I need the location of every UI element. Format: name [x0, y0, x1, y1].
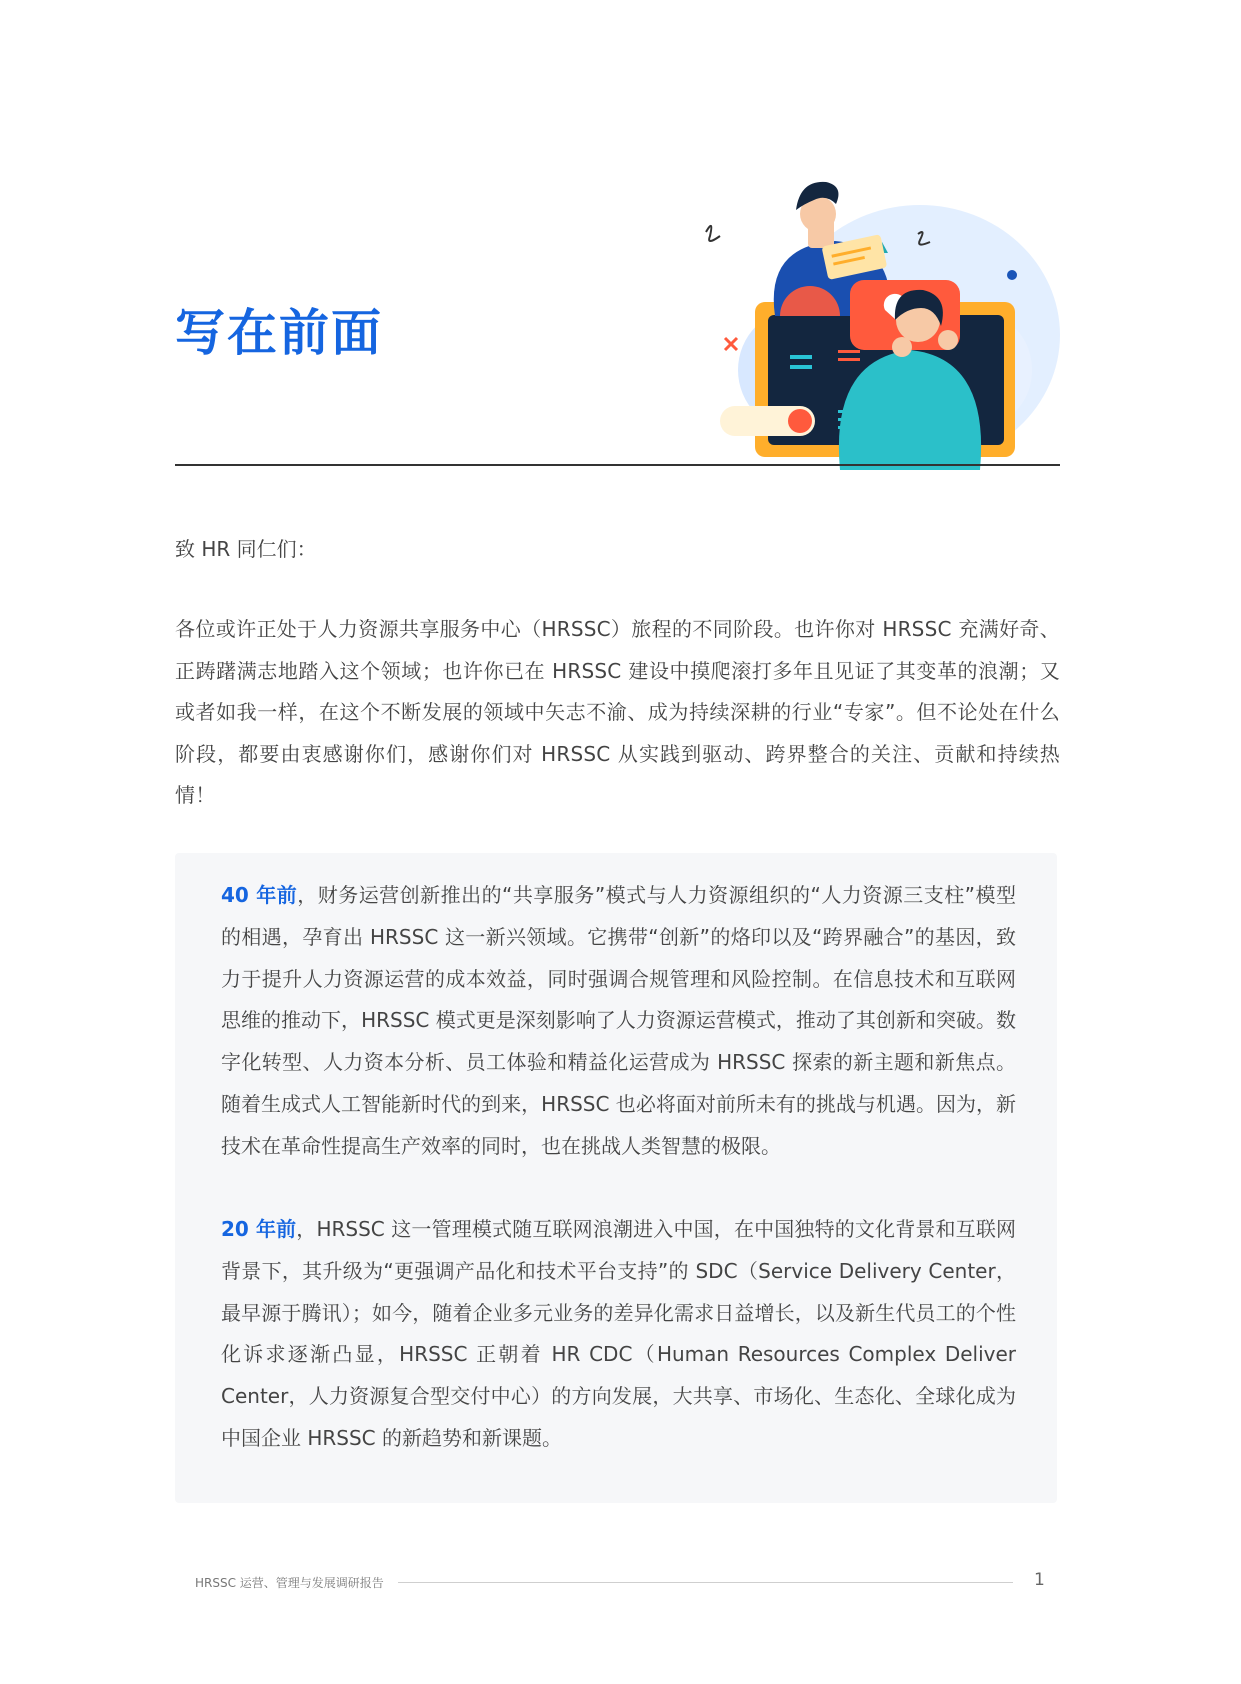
page-title: 写在前面: [175, 304, 383, 362]
team-collaboration-illustration: [690, 170, 1070, 470]
history-paragraph-20-years: [221, 1209, 1016, 1460]
history-callout: [175, 853, 1057, 1503]
history-text-40-years: ，财务运营创新推出的“共享服务”模式与人力资源组织的“人力资源三支柱”模型的相遇，孕育出 HRSSC 这一新兴领域。它携带“创新”的烙印以及“跨界融合”的基因，致力于提升人力资源运营的成本效益，同时强调合规管理和风险控制。在信息技术和互联网思维的推动下，HRSSC 模式更是深刻影响了人力资源运营模式，推动了其创新和突破。数字化转型、人力资本分析、员工体验和精益化运营成为 HRSSC 探索的新主题和新焦点。随着生成式人工智能新时代的到来，HRSSC 也必将面对前所未有的挑战与机遇。因为，新技术在革命性提高生产效率的同时，也在挑战人类智慧的极限。: [221, 883, 1017, 1158]
greeting: 致 HR 同仁们：: [175, 537, 317, 561]
history-lead-20-years: 20 年前: [221, 1217, 297, 1241]
history-text-20-years: ，HRSSC 这一管理模式随互联网浪潮进入中国，在中国独特的文化背景和互联网背景下，其升级为“更强调产品化和技术平台支持”的 SDC（Service Delivery Center，最早源于腾讯）；如今，随着企业多元业务的差异化需求日益增长，以及新生代员工的个性化诉求逐渐凸显，HRSSC 正朝着 HR CDC（Human Resources Complex Deliver Center，人力资源复合型交付中心）的方向发展，大共享、市场化、生态化、全球化成为中国企业 HRSSC 的新趋势和新课题。: [221, 1217, 1017, 1450]
footer-divider: [398, 1582, 1013, 1583]
title-divider: [175, 464, 1060, 466]
history-lead-40-years: 40 年前: [221, 883, 298, 907]
intro-paragraph: 各位或许正处于人力资源共享服务中心（HRSSC）旅程的不同阶段。也许你对 HRSSC 充满好奇、正踌躇满志地踏入这个领域；也许你已在 HRSSC 建设中摸爬滚打多年且见证了其变革的浪潮；又或者如我一样，在这个不断发展的领域中矢志不渝、成为持续深耕的行业“专家”。但不论处在什么阶段，都要由衷感谢你们，感谢你们对 HRSSC 从实践到驱动、跨界整合的关注、贡献和持续热情！: [175, 617, 1060, 807]
page-number: 1: [1034, 1570, 1045, 1590]
footer-report-name: HRSSC 运营、管理与发展调研报告: [195, 1576, 384, 1590]
history-paragraph-40-years: [221, 875, 1016, 1168]
